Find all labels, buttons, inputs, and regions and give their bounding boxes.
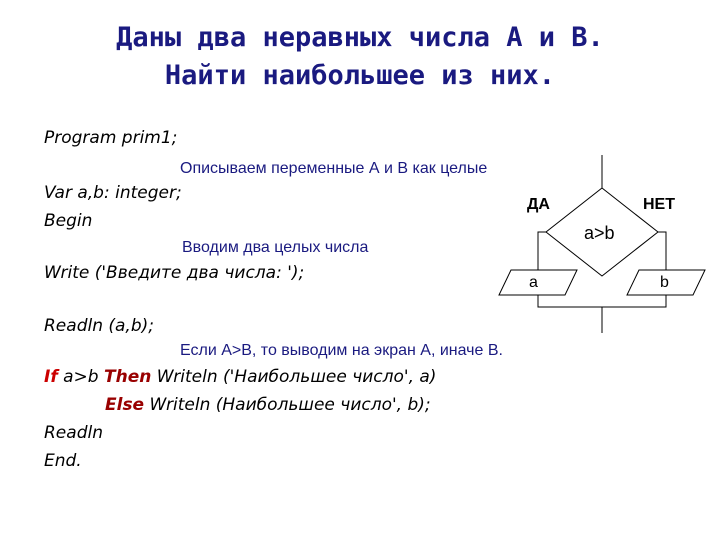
var-declaration: Var a,b: integer;: [44, 183, 182, 203]
begin-statement: Begin: [44, 211, 93, 231]
comment-vars: Описываем переменные А и В как целые: [180, 160, 488, 177]
no-branch-line: [658, 232, 666, 270]
yes-output-box: [499, 270, 577, 295]
readln-statement: Readln: [44, 423, 103, 443]
then-statement: Writeln ('Наибольшее число', a): [151, 367, 437, 387]
else-keyword: Else: [105, 395, 145, 415]
if-condition: a>b: [57, 367, 104, 387]
comment-if: Если A>B, то выводим на экран А, иначе В.: [180, 342, 503, 359]
else-statement: [105, 395, 431, 415]
if-keyword: If: [44, 367, 58, 387]
if-statement: [44, 367, 436, 387]
readln-ab-statement: Readln (a,b);: [44, 316, 154, 336]
flowchart: [480, 155, 710, 340]
write-statement: Write ('Введите два числа: ');: [44, 263, 305, 283]
condition-label: a>b: [584, 223, 615, 243]
program-header: Program prim1;: [44, 128, 178, 148]
yes-branch-line: [538, 232, 546, 270]
else-body: Writeln (Наибольшее число', b);: [144, 395, 431, 415]
comment-input: Вводим два целых числа: [182, 239, 369, 256]
yes-output-label: a: [529, 274, 538, 291]
page-title-line-1: Даны два неравных числа А и В.: [116, 22, 604, 53]
yes-label: ДА: [527, 196, 550, 213]
end-statement: End.: [44, 451, 82, 471]
then-keyword: Then: [104, 367, 152, 387]
no-label: НЕТ: [643, 196, 675, 213]
merge-line: [538, 295, 666, 307]
no-output-label: b: [660, 274, 669, 291]
page-title-line-2: Найти наибольшее из них.: [164, 60, 556, 91]
